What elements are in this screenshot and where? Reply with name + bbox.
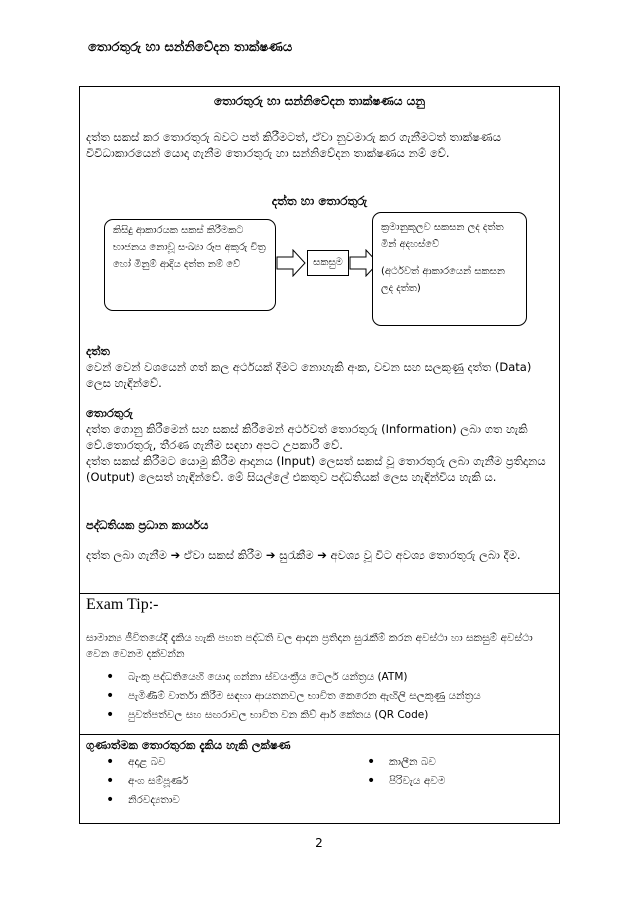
qualities-list-left: [106, 753, 188, 810]
exam-tip-title: Exam Tip:-: [86, 596, 159, 613]
system-functions: [86, 547, 552, 563]
information-definition-box: [372, 212, 527, 326]
exam-tip-list: [106, 668, 481, 725]
information-definition-text: ක්‍රමානුකූලව සකසන ලද දත්ත මින් අදහස්වේ: [381, 222, 504, 250]
qualities-title: ගුණාත්මක තොරතුරක දැකිය හැකි ලක්ෂණ: [86, 738, 291, 752]
data-text: වෙන් වෙන් වශයෙන් ගත් කල අර්ථයක් දීමට නොහැකි අංක, වචන සහ සලකුණු දත්ත (Data) ලෙස හැඳින්වේ.: [86, 360, 532, 390]
system-step: අවශ්‍ය වූ විට අවශ්‍ය: [330, 548, 425, 562]
list-item: • කාලීන බව: [367, 753, 445, 772]
arrow-icon: ➔: [265, 548, 276, 562]
section-title: තොරතුරු හා සන්නිවේදන තාක්ෂණය යනු: [213, 94, 426, 108]
data-definition-box: [104, 219, 276, 311]
list-item: • නිරවද්‍යතාව: [106, 791, 188, 810]
data-heading: දත්ත: [86, 344, 110, 358]
content-frame: [79, 86, 560, 824]
system-step: තොරතුරු ලබා දීම.: [428, 548, 521, 562]
list-item: • පුවත්පත්වල සහ සඟරාවල භාවිත වන කිව් ආර් කේතය (QR Code): [106, 706, 481, 725]
processing-label: සකසුම: [313, 257, 343, 268]
system-heading: පද්ධතියක ප්‍රධාන කාර්යය: [86, 518, 209, 532]
arrow-icon: ➔: [317, 548, 327, 562]
exam-tip-intro: සාමාන්‍ය ජීවිතයේදී දැකිය හැකි පහත පද්ධති වල ආදාන ප්‍රතිදාන සුරැකීම් කරන අවස්ථා හා සකසුම් අවස්ථා වෙන වෙනම දක්වන්න: [86, 632, 533, 660]
information-heading: තොරතුරු: [86, 406, 133, 420]
input-output-text: දත්ත සකස් කිරීමට යොමු කිරීම ආදානය (Input) ලෙසත් සකස් වූ තොරතුරු ලබා ගැනීම ප්‍රතිදානය (Output) ලෙසත් හැඳින්වේ. මේ සියල්ලේ එකතුව පද්ධතියක් ලෙස හැඳින්විය හැකි ය.: [86, 454, 546, 484]
definition-text: දත්ත සකස් කර තොරතුරු බවට පත් කිරීමටත්, ඒවා නුවමාරු කර ගැනීමටත් තාක්ෂණය විවිධාකාරයෙන් යොදා ගැනීම තොරතුරු හා සන්නිවේදන තාක්ෂණය නම් වේ.: [86, 130, 501, 160]
exam-tip-section: [80, 593, 559, 735]
right-arrow-icon: [276, 249, 306, 277]
system-step: සුරැකීම: [279, 548, 314, 562]
list-item: • පැමිණීම් වාර්තා කිරීම සඳහා ආයතනවල භාවිත කෙරෙන ඇඟිලි සලකුණු යන්ත්‍රය: [106, 687, 481, 706]
diagram-title: දත්ත හා තොරතුරු: [271, 194, 368, 208]
qualities-section: [80, 734, 559, 824]
arrow-icon: ➔: [170, 548, 181, 562]
list-item: • අදාළ බව: [106, 753, 188, 772]
data-definition-text: කිසිදු ආකාරයක සකස් කිරීමකට භාජනය නොවූ සංඛ්‍යා රූප අකුරු චිත්‍ර හෝ මිනුම් ආදිය දත්ත නම් වේ: [113, 225, 266, 270]
processing-box: [307, 250, 349, 276]
page-header: තොරතුරු හා සන්නිවේදන තාක්ෂණය: [88, 40, 293, 55]
list-item: • අංග සම්පූර්ණ: [106, 772, 188, 791]
page-number: 2: [315, 836, 323, 850]
list-item: • බැංකු පද්ධතියෙහි යොදා ගන්නා ස්වයංක්‍රීය ටෙලර් යන්ත්‍රය (ATM): [106, 668, 481, 687]
system-step: දත්ත ලබා ගැනීම: [86, 548, 167, 562]
list-item: • පිරිවැය අවම: [367, 772, 445, 791]
section-definition: [80, 87, 559, 593]
qualities-list-right: [367, 753, 445, 791]
information-text: දත්ත ගොනු කිරීමෙන් සහ සකස් කිරීමෙන් අර්ථවත් තොරතුරු (Information) ලබා ගත හැකි වේ.තොරතුරු, තීරණ ගැනීම සඳහා අපට උපකාරී වේ.: [86, 422, 528, 452]
system-step: ඒවා සකස් කිරීම: [183, 548, 263, 562]
information-definition-note: (අර්ථවත් ආකාරයෙන් සකසන ලද දත්ත): [381, 266, 505, 294]
